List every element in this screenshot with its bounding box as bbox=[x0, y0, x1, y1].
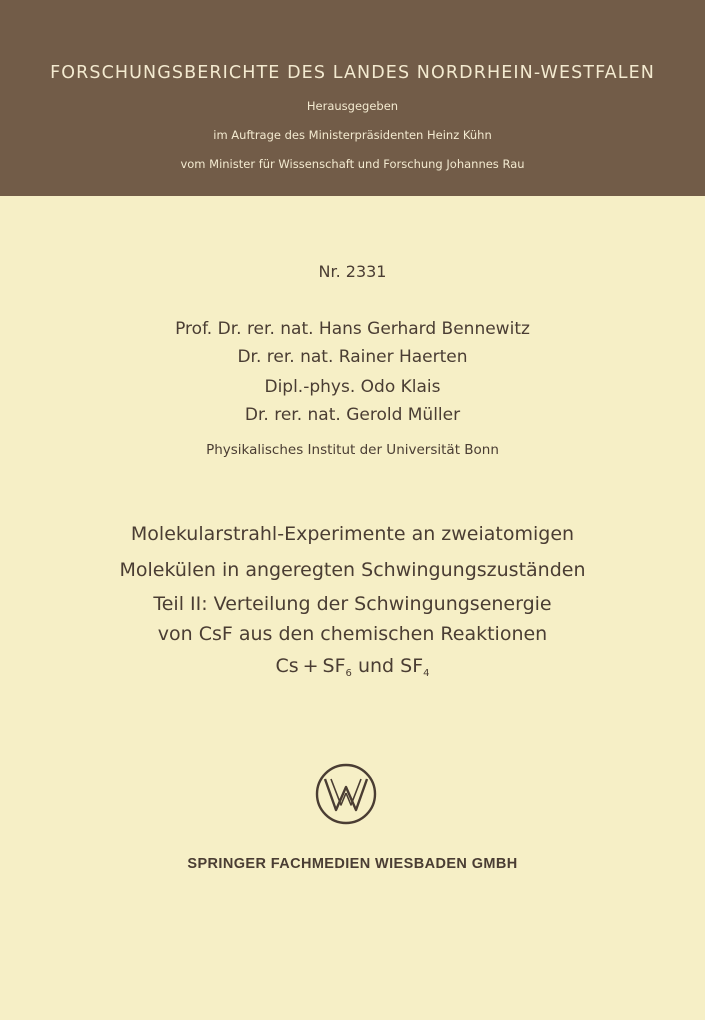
institute: Physikalisches Institut der Universität Bonn bbox=[206, 442, 499, 458]
title-line-4: von CsF aus den chemischen Reaktionen bbox=[157, 623, 548, 645]
editor-line-2: im Auftrage des Ministerpräsidenten Heinz Kühn bbox=[213, 128, 492, 142]
author-3: Dipl.-phys. Odo Klais bbox=[264, 377, 441, 397]
series-header-band bbox=[0, 0, 705, 196]
author-4: Dr. rer. nat. Gerold Müller bbox=[244, 405, 461, 425]
formula-sf: SF bbox=[322, 655, 346, 677]
title-formula bbox=[0, 654, 705, 678]
title-line-3: Teil II: Verteilung der Schwingungsenergie bbox=[153, 593, 552, 615]
formula-cs: Cs bbox=[275, 655, 299, 677]
author-1: Prof. Dr. rer. nat. Hans Gerhard Bennewitz bbox=[175, 319, 530, 339]
editor-line-1: Herausgegeben bbox=[306, 99, 399, 113]
title-line-1: Molekularstrahl-Experimente an zweiatomigen bbox=[130, 523, 575, 545]
editor-line-3: vom Minister für Wissenschaft und Forschung Johannes Rau bbox=[180, 157, 525, 171]
author-2: Dr. rer. nat. Rainer Haerten bbox=[237, 347, 468, 367]
formula-sub-6: 6 bbox=[345, 668, 352, 679]
formula-sub-4: 4 bbox=[423, 668, 430, 679]
publisher-w-logo-icon bbox=[314, 762, 378, 826]
formula-und: und bbox=[357, 655, 395, 677]
report-number: Nr. 2331 bbox=[318, 262, 387, 281]
formula-plus: + bbox=[302, 655, 319, 677]
title-line-2: Molekülen in angeregten Schwingungszuständen bbox=[119, 559, 586, 581]
series-title: FORSCHUNGSBERICHTE DES LANDES NORDRHEIN-WESTFALEN bbox=[50, 63, 655, 83]
publisher-name: SPRINGER FACHMEDIEN WIESBADEN GMBH bbox=[187, 856, 518, 872]
formula-sf-2: SF bbox=[400, 655, 424, 677]
